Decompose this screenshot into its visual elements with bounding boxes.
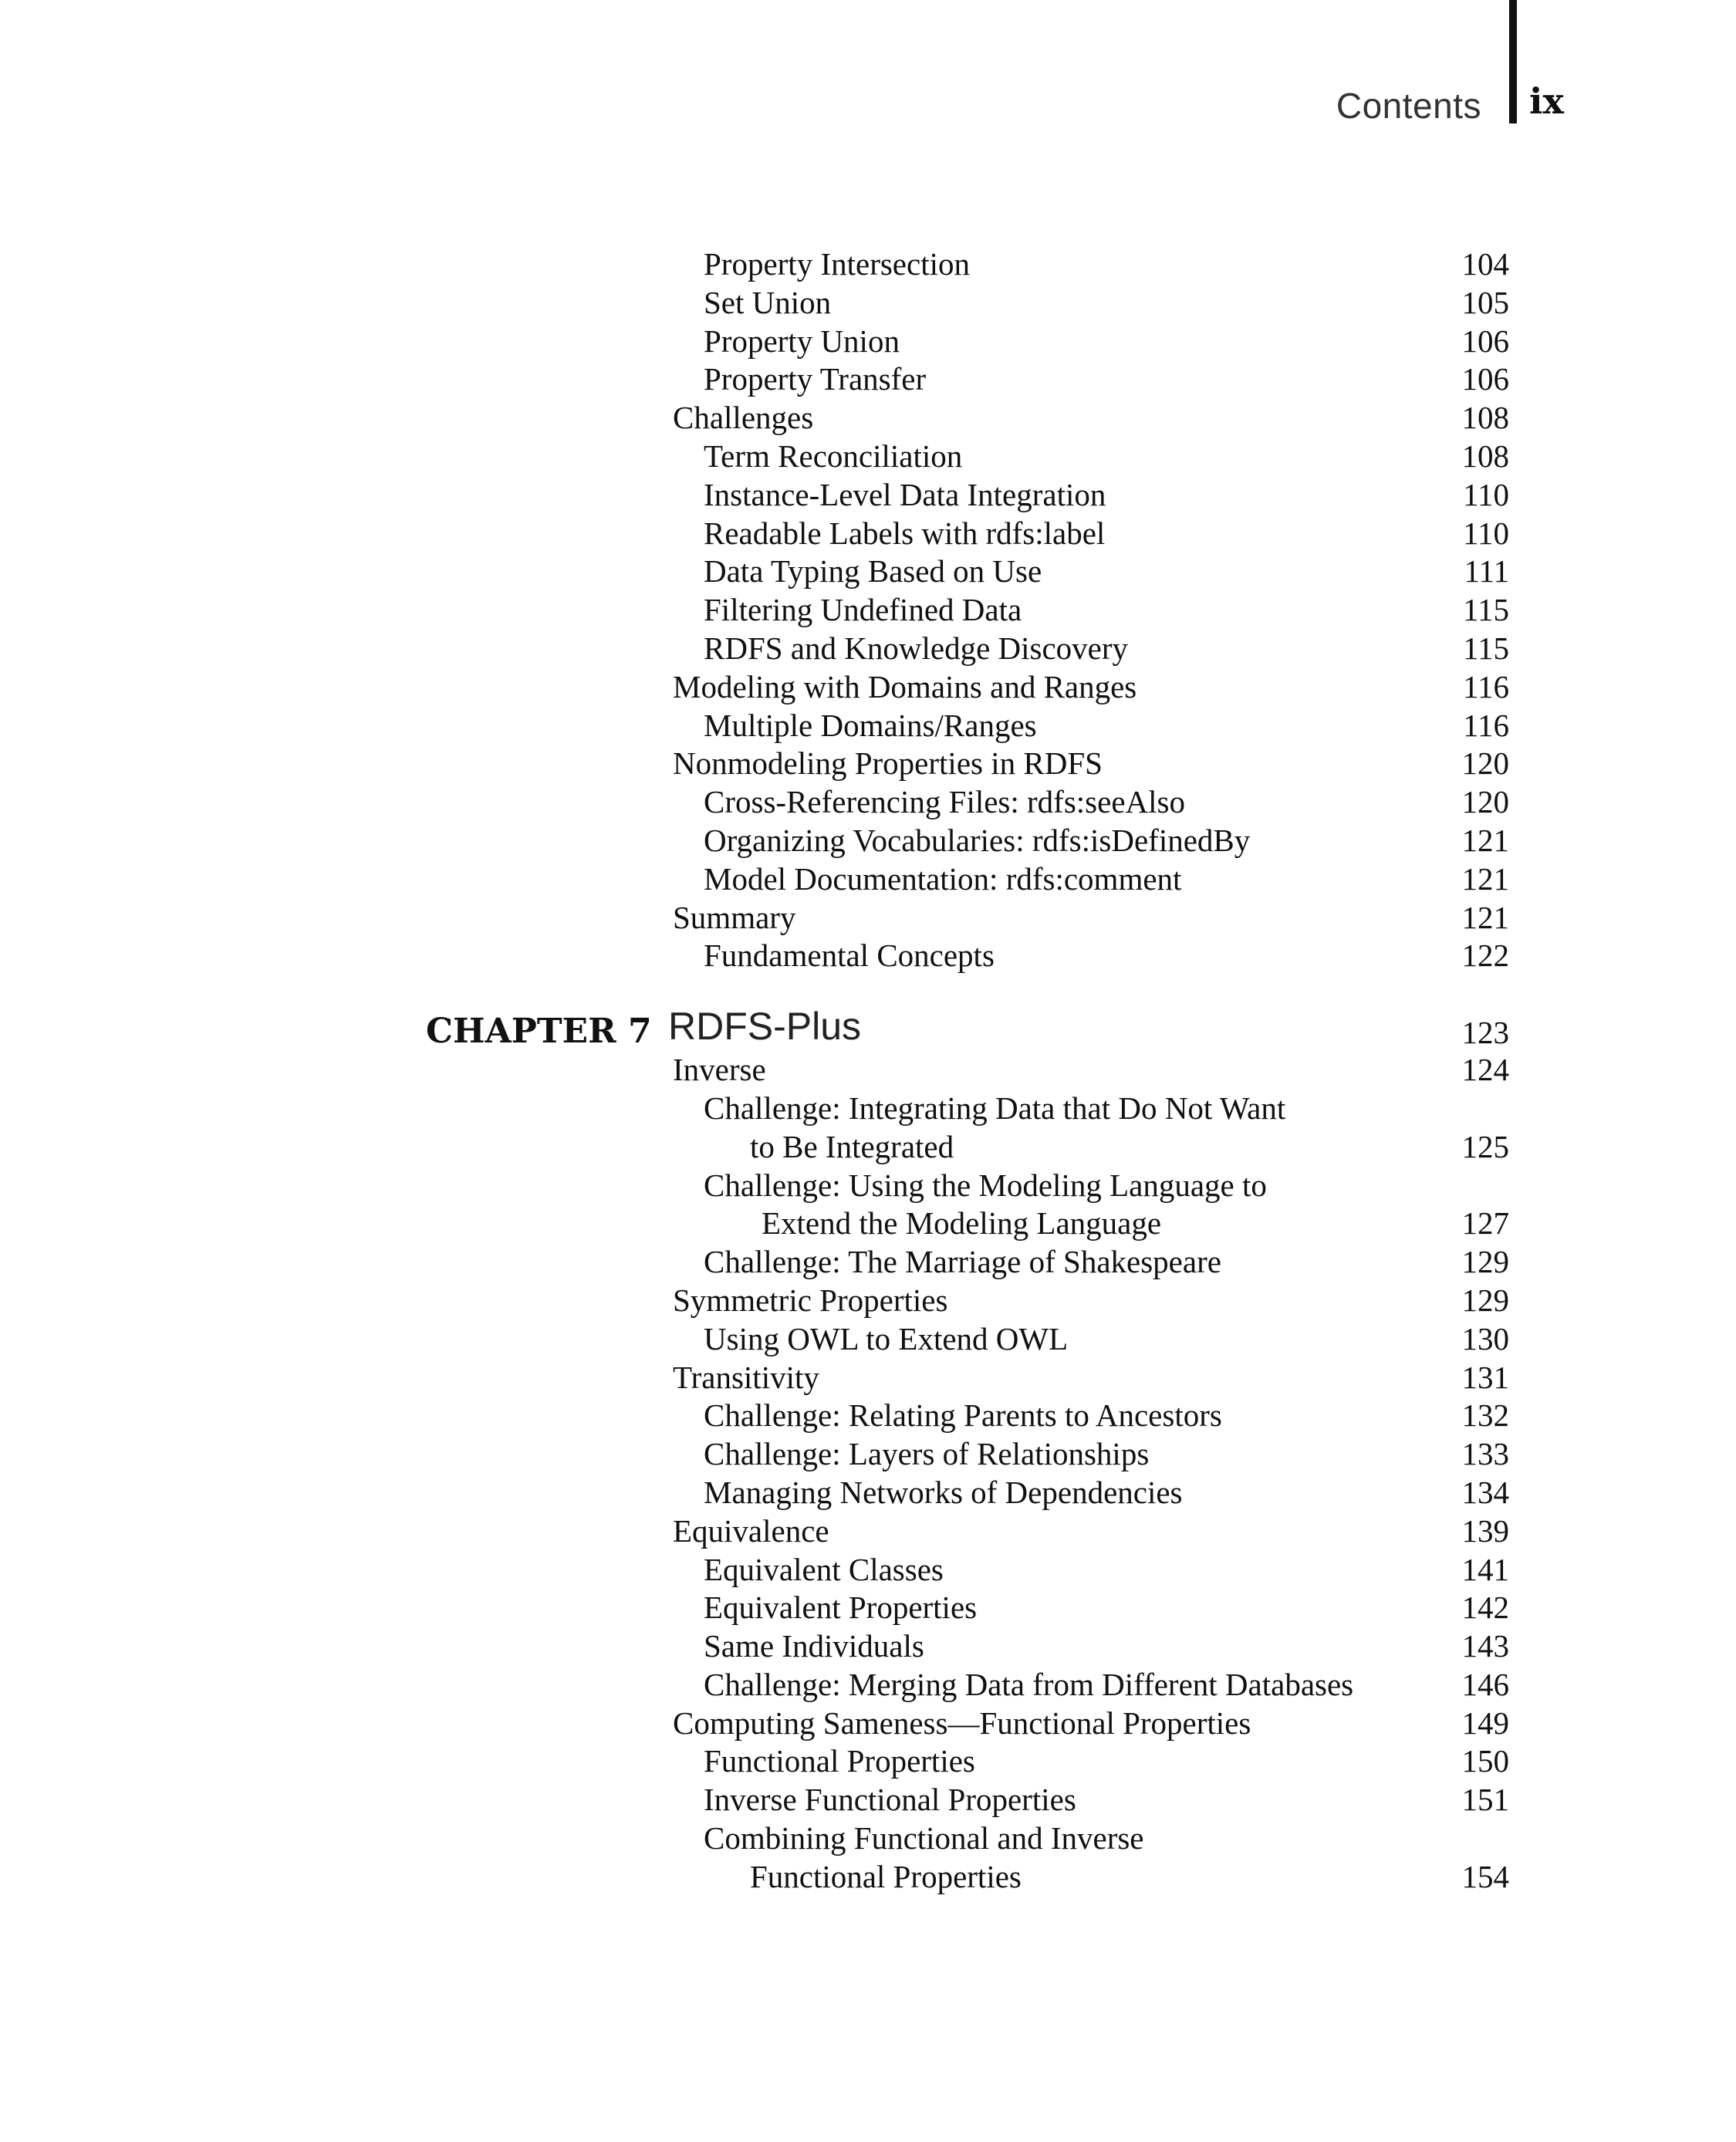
toc-entry-title: Instance-Level Data Integration bbox=[704, 476, 1106, 512]
toc-entry-title: Equivalent Properties bbox=[704, 1590, 978, 1626]
toc-entry-page: 116 bbox=[1463, 668, 1509, 704]
toc-section-top bbox=[0, 245, 1736, 975]
table-of-contents bbox=[0, 245, 1736, 1897]
chapter-title: RDFS-Plus bbox=[668, 1005, 862, 1049]
toc-entry-title: Model Documentation: rdfs:comment bbox=[704, 860, 1182, 897]
toc-entry bbox=[0, 1243, 1736, 1282]
toc-entry-page: 131 bbox=[1461, 1359, 1509, 1395]
toc-entry-page: 154 bbox=[1461, 1858, 1509, 1894]
toc-entry-page: 132 bbox=[1461, 1397, 1509, 1434]
toc-entry-title: Inverse Functional Properties bbox=[704, 1782, 1076, 1818]
toc-entry-page: 106 bbox=[1461, 361, 1509, 397]
toc-entry-page: 108 bbox=[1461, 400, 1509, 436]
toc-entry bbox=[0, 1359, 1736, 1397]
toc-entry-title: Challenge: Integrating Data that Do Not Want bbox=[704, 1090, 1286, 1126]
toc-entry-page: 122 bbox=[1461, 938, 1509, 974]
toc-entry-page: 134 bbox=[1461, 1474, 1509, 1510]
toc-entry bbox=[0, 323, 1736, 361]
toc-entry-title: Property Union bbox=[704, 323, 900, 359]
toc-entry bbox=[0, 1666, 1736, 1704]
toc-entry-title: Using OWL to Extend OWL bbox=[704, 1320, 1069, 1356]
toc-entry-page: 150 bbox=[1461, 1743, 1509, 1779]
toc-entry bbox=[0, 707, 1736, 745]
chapter-heading bbox=[0, 1005, 1736, 1052]
toc-entry-page: 142 bbox=[1461, 1590, 1509, 1626]
toc-entry-page: 146 bbox=[1461, 1666, 1509, 1702]
toc-entry-page: 110 bbox=[1463, 476, 1509, 512]
toc-entry bbox=[0, 399, 1736, 438]
header-divider-rule bbox=[1509, 0, 1517, 123]
toc-entry bbox=[0, 245, 1736, 284]
toc-entry-title: Same Individuals bbox=[704, 1628, 924, 1664]
toc-entry bbox=[0, 1627, 1736, 1666]
toc-entry bbox=[0, 937, 1736, 975]
toc-entry-title: Managing Networks of Dependencies bbox=[704, 1474, 1183, 1510]
toc-entry-title: Readable Labels with rdfs:label bbox=[704, 515, 1106, 551]
toc-entry-title: Summary bbox=[673, 899, 796, 935]
toc-entry bbox=[0, 1819, 1736, 1858]
chapter-label: CHAPTER 7 bbox=[426, 1012, 652, 1052]
toc-entry bbox=[0, 745, 1736, 783]
toc-entry bbox=[0, 1474, 1736, 1512]
toc-entry-page: 110 bbox=[1463, 515, 1509, 551]
toc-entry bbox=[0, 668, 1736, 707]
toc-entry bbox=[0, 1051, 1736, 1090]
toc-entry-page: 115 bbox=[1463, 630, 1509, 666]
toc-entry bbox=[0, 899, 1736, 938]
toc-entry bbox=[0, 860, 1736, 899]
toc-entry bbox=[0, 476, 1736, 515]
toc-entry-title: Fundamental Concepts bbox=[704, 938, 995, 974]
toc-entry bbox=[0, 1781, 1736, 1819]
toc-entry-title: Cross-Referencing Files: rdfs:seeAlso bbox=[704, 784, 1185, 820]
toc-entry-page: 108 bbox=[1461, 438, 1509, 474]
toc-entry bbox=[0, 1551, 1736, 1590]
toc-entry bbox=[0, 1204, 1736, 1243]
toc-entry-title: Functional Properties bbox=[704, 1743, 975, 1779]
toc-entry-title: Inverse bbox=[673, 1052, 766, 1088]
toc-entry-title: Functional Properties bbox=[750, 1858, 1022, 1894]
toc-entry-page: 121 bbox=[1461, 860, 1509, 897]
toc-entry-title: Term Reconciliation bbox=[704, 438, 963, 474]
toc-entry-page: 120 bbox=[1461, 784, 1509, 820]
toc-entry-page: 129 bbox=[1461, 1244, 1509, 1280]
toc-entry-page: 104 bbox=[1461, 246, 1509, 282]
toc-entry-title: Challenge: The Marriage of Shakespeare bbox=[704, 1244, 1221, 1280]
toc-entry-title: RDFS and Knowledge Discovery bbox=[704, 630, 1129, 666]
toc-entry-page: 106 bbox=[1461, 323, 1509, 359]
toc-entry-title: Combining Functional and Inverse bbox=[704, 1820, 1144, 1857]
toc-entry bbox=[0, 552, 1736, 591]
toc-entry-title: Challenge: Using the Modeling Language to bbox=[704, 1167, 1267, 1203]
toc-entry-title: Challenges bbox=[673, 400, 814, 436]
toc-entry bbox=[0, 591, 1736, 630]
toc-entry-page: 111 bbox=[1464, 553, 1509, 590]
toc-entry bbox=[0, 630, 1736, 668]
chapter-page: 123 bbox=[1461, 1015, 1509, 1051]
toc-entry-title: Equivalence bbox=[673, 1512, 829, 1549]
toc-entry bbox=[0, 1397, 1736, 1435]
toc-entry-title: Set Union bbox=[704, 284, 832, 320]
toc-entry-page: 149 bbox=[1461, 1704, 1509, 1741]
toc-entry-title: Modeling with Domains and Ranges bbox=[673, 668, 1137, 704]
toc-entry-page: 120 bbox=[1461, 745, 1509, 782]
toc-entry-page: 139 bbox=[1461, 1512, 1509, 1549]
toc-entry-page: 151 bbox=[1461, 1782, 1509, 1818]
toc-entry-title: Multiple Domains/Ranges bbox=[704, 707, 1037, 743]
toc-entry bbox=[0, 1704, 1736, 1743]
toc-entry bbox=[0, 515, 1736, 553]
toc-entry-title: Extend the Modeling Language bbox=[762, 1205, 1162, 1242]
toc-entry-title: Nonmodeling Properties in RDFS bbox=[673, 745, 1103, 782]
toc-entry-title: Equivalent Classes bbox=[704, 1551, 944, 1587]
toc-entry-page: 115 bbox=[1463, 592, 1509, 628]
toc-entry bbox=[0, 438, 1736, 476]
toc-entry bbox=[0, 1090, 1736, 1128]
toc-entry-title: Computing Sameness—Functional Properties bbox=[673, 1704, 1251, 1741]
toc-entry-page: 105 bbox=[1461, 284, 1509, 320]
toc-entry-page: 130 bbox=[1461, 1320, 1509, 1356]
toc-entry-page: 127 bbox=[1461, 1205, 1509, 1242]
toc-entry-page: 129 bbox=[1461, 1282, 1509, 1318]
toc-entry bbox=[0, 1435, 1736, 1474]
toc-entry bbox=[0, 1167, 1736, 1205]
toc-section-bottom bbox=[0, 1051, 1736, 1897]
toc-entry bbox=[0, 1742, 1736, 1781]
toc-entry-title: to Be Integrated bbox=[750, 1128, 954, 1164]
toc-entry-page: 116 bbox=[1463, 707, 1509, 743]
toc-entry bbox=[0, 1282, 1736, 1320]
toc-entry bbox=[0, 822, 1736, 860]
toc-entry-title: Symmetric Properties bbox=[673, 1282, 948, 1318]
toc-entry-title: Challenge: Merging Data from Different Databases bbox=[704, 1666, 1354, 1702]
toc-entry-title: Organizing Vocabularies: rdfs:isDefinedBy bbox=[704, 822, 1251, 858]
toc-entry bbox=[0, 1320, 1736, 1359]
running-header-label: Contents bbox=[1336, 86, 1481, 126]
toc-entry-title: Property Intersection bbox=[704, 246, 970, 282]
page-number: ix bbox=[1529, 80, 1564, 122]
toc-entry-title: Filtering Undefined Data bbox=[704, 592, 1022, 628]
toc-entry-page: 133 bbox=[1461, 1436, 1509, 1472]
toc-entry-page: 143 bbox=[1461, 1628, 1509, 1664]
toc-entry-title: Challenge: Layers of Relationships bbox=[704, 1436, 1150, 1472]
toc-entry-page: 121 bbox=[1461, 822, 1509, 858]
toc-entry-page: 121 bbox=[1461, 899, 1509, 935]
toc-entry-title: Data Typing Based on Use bbox=[704, 553, 1042, 590]
toc-entry bbox=[0, 1858, 1736, 1897]
toc-entry bbox=[0, 1512, 1736, 1551]
toc-entry bbox=[0, 360, 1736, 399]
toc-entry bbox=[0, 1128, 1736, 1167]
toc-entry-title: Property Transfer bbox=[704, 361, 927, 397]
toc-entry bbox=[0, 783, 1736, 822]
toc-entry-title: Challenge: Relating Parents to Ancestors bbox=[704, 1397, 1222, 1434]
toc-entry-page: 141 bbox=[1461, 1551, 1509, 1587]
toc-entry bbox=[0, 284, 1736, 323]
toc-entry bbox=[0, 1589, 1736, 1627]
toc-entry-page: 125 bbox=[1461, 1128, 1509, 1164]
toc-entry-page: 124 bbox=[1461, 1052, 1509, 1088]
toc-entry-title: Transitivity bbox=[673, 1359, 819, 1395]
